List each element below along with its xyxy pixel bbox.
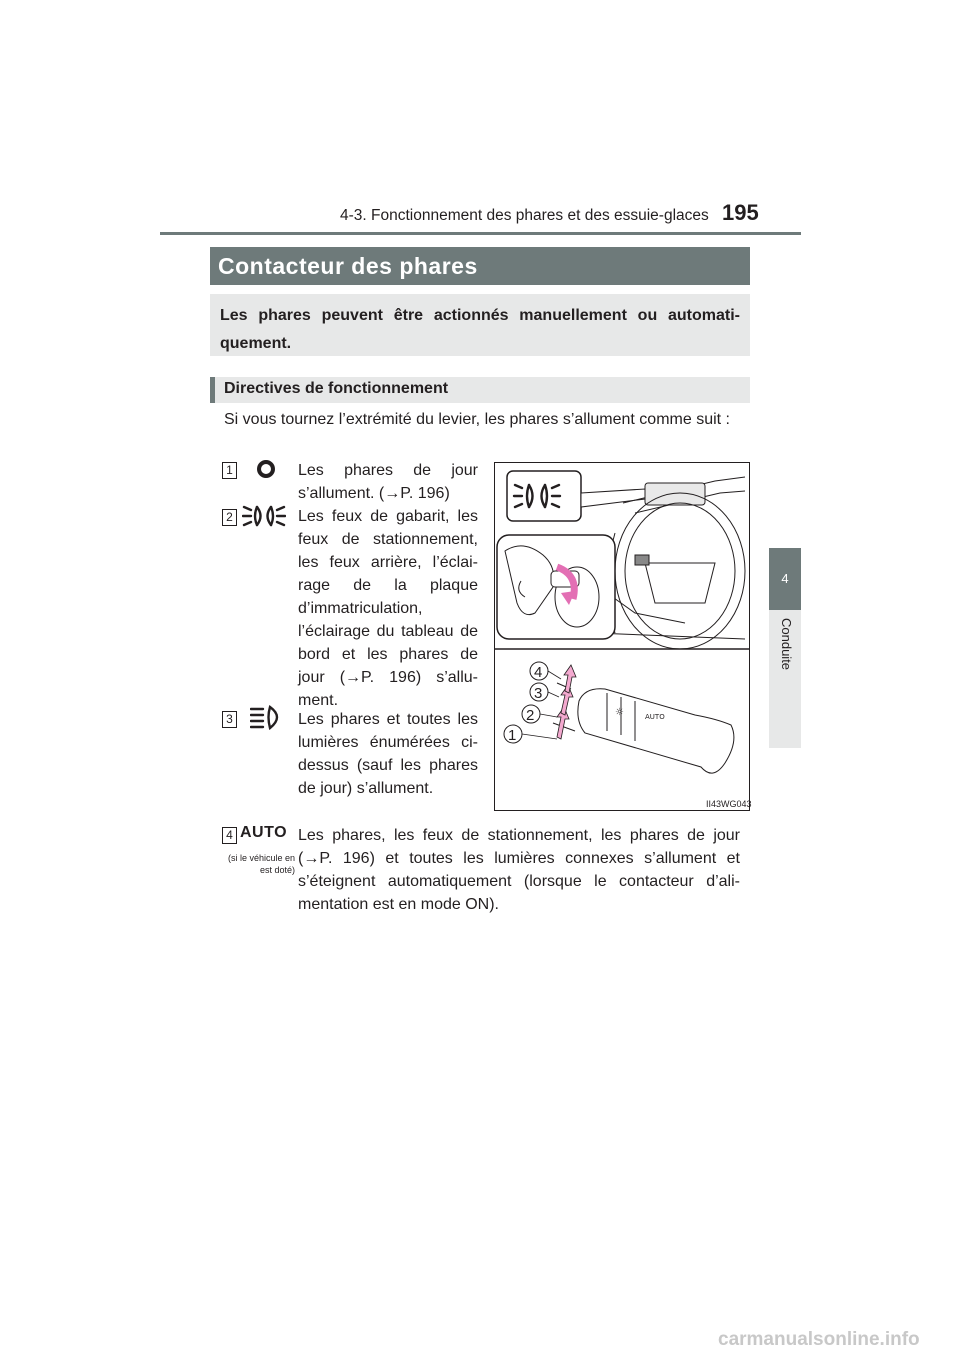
watermark: carmanualsonline.info [718,1329,920,1350]
item-number-4: 4 [222,827,237,844]
chapter-tab-label: Conduite [779,618,794,671]
auto-mode-label: AUTO [240,824,288,841]
daytime-running-light-icon [255,458,277,480]
auto-mode-note: (si le véhicule en est doté) [227,853,295,875]
callout-3: 3 [534,685,543,702]
figure-callouts [504,662,548,744]
item-text-1: Les phares de jour s’allument. (→P. 196) [298,462,478,502]
callout-2: 2 [526,707,535,724]
parking-light-icon [242,503,286,529]
page-number: 195 [722,200,759,225]
callout-4: 4 [534,664,543,681]
item-number-2: 2 [222,509,237,526]
item-text-2: Les feux de gabarit, les feux de stationnement, les feux arrière, l’éclai-rage de la plaque d’immatriculation, l’éclairage du tableau de bord et les phares de jour (→P. 196) s’allu-ment. [298,508,478,709]
lever-illustration [494,462,750,811]
lever-illustration-drawing [495,463,749,810]
svg-text:AUTO: AUTO [645,713,665,721]
item-text-4: Les phares, les feux de stationnement, les phares de jour (→P. 196) et toutes les lumières connexes s’allument et s’éteignent automatiquement (lorsque le contacteur d’ali-mentation est en mode ON). [298,827,740,913]
figure-code: II43WG043 [706,799,752,809]
subsection-marker [210,377,215,403]
callout-1: 1 [508,727,517,744]
section-title: Contacteur des phares [210,247,750,285]
chapter-tab: 4 [769,548,801,610]
svg-text:☼: ☼ [615,707,624,718]
header-rule [160,232,801,235]
running-header-section: 4-3. Fonctionnement des phares et des essuie-glaces [340,207,709,224]
intro-box: Les phares peuvent être actionnés manuellement ou automati-quement. [210,294,750,356]
item-number-3: 3 [222,711,237,728]
subsection-title: Directives de fonctionnement [224,380,449,397]
body-paragraph: Si vous tournez l’extrémité du levier, les phares s’allument comme suit : [224,411,730,428]
item-text-3: Les phares et toutes les lumières énumérées ci-dessus (sauf les phares de jour) s’allument. [298,711,478,797]
headlight-icon [250,704,284,730]
lever-detail [578,689,734,773]
item-number-1: 1 [222,462,237,479]
